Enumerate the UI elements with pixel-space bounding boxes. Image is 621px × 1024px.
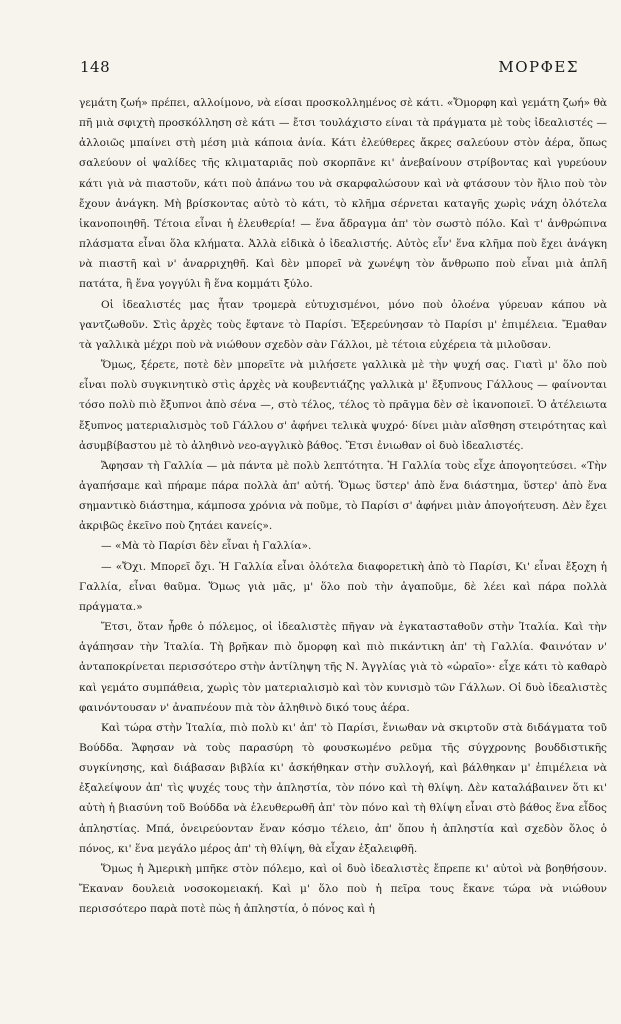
paragraph: γεμάτη ζωή» πρέπει, αλλοίμονο, νὰ είσαι προσκολλημένος σὲ κάτι. «Ὄμορφη καὶ γεμάτη ζωή» θὰ πῆ μιὰ σφιχτὴ προσκόλληση σὲ κάτι — ἔτσι τουλάχιστο είναι τὰ πράγματα μὲ τοὺς ἰδεαλιστές — ἀλλοιῶς μπαίνει στὴ μέση μιὰ κάποια ἀνία. Κάτι ἐλεύθερες ἄκρες σαλεύουν στὸν ἀέρα, ὅπως σαλεύουν οἱ ψαλίδες τῆς κλιματαριᾶς ποὺ σκορπᾶνε κι' ἀνεβαίνουν στρίβοντας καὶ γυρεύουν κάτι γιὰ νὰ πιαστοῦν, κάτι ποὺ ἀπάνω του νὰ σκαρφαλώσουν καὶ νὰ φτάσουν τὸν ἥλιο ποὺ τὸν ἔχουν ἀνάγκη. Μὴ βρίσκοντας αὐτὸ τὸ κάτι, τὸ κλῆμα σέρνεται καταγῆς χωρὶς νάχη ὁλότελα ἱκανοποιηθῆ. Τέτοια εἶναι ἡ ἐλευθερία! — ἕνα ἄδραγμα ἀπ' τὸν σωστὸ πόλο. Καὶ τ' ἀνθρώπινα πλάσματα εἶναι ὅλα κλήματα. Ἀλλὰ εἰδικὰ ὁ ἰδεαλιστής. Αὐτὸς εἶν' ἕνα κλῆμα ποὺ ἔχει ἀνάγκη νὰ πιαστῆ καὶ ν' ἀναρριχηθῆ. Καὶ δὲν μπορεῖ νὰ χωνέψη τὸν ἄνθρωπο ποὺ εἶναι μιὰ ἁπλῆ πατάτα, ἢ ἕνα γογγύλι ἢ ἕνα κομμάτι ξύλο.	[79, 97, 607, 291]
paragraph: Καὶ τώρα στὴν Ἰταλία, πιὸ πολὺ κι' ἀπ' τὸ Παρίσι, ἔνιωθαν νὰ σκιρτοῦν στὰ διδάγματα τοῦ Βούδδα. Ἄφησαν νὰ τοὺς παρασύρη τὸ φουσκωμένο ρεῦμα τῆς σύγχρονης βουδδιστικῆς συγκίνησης, καὶ διάβασαν βιβλία κι' ἀσκήθηκαν στὴν συλλογή, καὶ βάλθηκαν μ' ἐπιμέλεια νὰ ἐξαλείψουν ἀπ' τὶς ψυχές τους τὴν ἀπληστία, τὸν πόνο καὶ τὴ θλίψη. Δὲν καταλάβαινεν ὅτι κι' αὐτὴ ἡ βιασύνη τοῦ Βούδδα νὰ ἐλευθερωθῆ ἀπ' τὸν πόνο καὶ τὴ θλίψη εἶναι στὸ βάθος ἕνα εἶδος ἀπληστίας. Μπά, ὀνειρεύονταν ἕναν κόσμο τέλειο, ἀπ' ὅπου ἡ ἀπληστία καὶ σχεδὸν ὅλος ὁ πόνος, κι' ἕνα μεγάλο μέρος ἀπ' τὴ θλίψη, θὰ εἶχαν ἐξαλειφθῆ.	[79, 721, 607, 855]
paragraph: Ὅμως, ξέρετε, ποτὲ δὲν μπορεῖτε νὰ μιλήσετε γαλλικὰ μὲ τὴν ψυχή σας. Γιατὶ μ' ὅλο ποὺ εἶναι πολὺ συγκινητικὸ στὶς ἀρχὲς νὰ κουβεντιάζης γαλλικὰ μ' ἔξυπνους Γάλλους — φαίνονται τόσο πολὺ πιὸ ἔξυπνοι ἀπὸ σένα —, στὸ τέλος, τέλος τὸ πρᾶγμα δὲν σὲ ἱκανοποιεῖ. Ὁ ἀτέλειωτα ἔξυπνος ματεριαλισμὸς τοῦ Γάλλου σ' ἀφήνει τελικὰ ψυχρό· δίνει μιὰν αἴσθηση στειρότητας καὶ ἀσυμβίβαστου μὲ τὸ ἀληθινὸ νεο-αγγλικὸ βάθος. Ἔτσι ἐνιωθαν οἱ δυὸ ἰδεαλιστές.	[79, 359, 607, 452]
page-header	[80, 58, 579, 78]
paragraph: Οἱ ἰδεαλιστές μας ἦταν τρομερὰ εὐτυχισμένοι, μόνο ποὺ ὁλοένα γύρευαν κάπου νὰ γαντζωθοῦν. Στὶς ἀρχὲς τοὺς ἔφτανε τὸ Παρίσι. Ἐξερεύνησαν τὸ Παρίσι μ' ἐπιμέλεια. Ἔμαθαν τὰ γαλλικὰ μέχρι ποὺ νὰ νιώθουν σχεδὸν σὰν Γάλλοι, μὲ τέτοια εὐχέρεια τὰ μιλοῦσαν.	[79, 298, 607, 351]
body-text	[79, 93, 607, 919]
running-title: ΜΟΡΦΕΣ	[498, 58, 579, 76]
paragraph: Ὅμως ἡ Ἀμερικὴ μπῆκε στὸν πόλεμο, καὶ οἱ δυὸ ἰδεαλιστὲς ἔπρεπε κι' αὐτοὶ νὰ βοηθήσουν. Ἔκαναν δουλειὰ νοσοκομειακή. Καὶ μ' ὅλο ποὺ ἡ πεῖρα τους ἔκανε τώρα νὰ νιώθουν περισσότερο παρὰ ποτὲ πὼς ἡ ἀπληστία, ὁ πόνος καὶ ἡ	[79, 862, 607, 916]
paragraph: Ἄφησαν τὴ Γαλλία — μὰ πάντα μὲ πολὺ λεπτότητα. Ἡ Γαλλία τοὺς εἶχε ἀπογοητεύσει. «Τὴν ἀγαπήσαμε καὶ πήραμε πάρα πολλὰ ἀπ' αὐτή. Ὅμως ὕστερ' ἀπὸ ἕνα διάστημα, ὕστερ' ἀπὸ ἕνα σημαντικὸ διάστημα, κάμποσα χρόνια νὰ ποῦμε, τὸ Παρίσι σ' ἀφήνει μιὰν ἀπογοήτευση. Δὲν ἔχει ἀκριβῶς ἐκεῖνο ποὺ ζητάει κανείς».	[79, 459, 607, 533]
dialogue-line: — «Μὰ τὸ Παρίσι δὲν εἶναι ἡ Γαλλία».	[101, 540, 312, 553]
dialogue-line: — «Ὄχι. Μπορεῖ ὄχι. Ἡ Γαλλία εἶναι ὁλότελα διαφορετικὴ ἀπὸ τὸ Παρίσι, Κι' εἶναι ἔξοχη ἡ Γαλλία, εἶναι θαῦμα. Ὅμως γιὰ μᾶς, μ' ὅλο ποὺ τὴν ἀγαποῦμε, δὲ λέει καὶ πάρα πολλὰ πράγματα.»	[79, 560, 607, 613]
paragraph: Ἔτσι, ὅταν ἦρθε ὁ πόλεμος, οἱ ἰδεαλιστὲς πῆγαν νὰ ἐγκατασταθοῦν στὴν Ἰταλία. Καὶ τὴν ἀγάπησαν τὴν Ἰταλία. Τὴ βρῆκαν πιὸ ὄμορφη καὶ πιὸ πικάντικη ἀπ' τὴ Γαλλία. Φαινόταν ν' ἀνταποκρίνεται περισσότερο στὴν ἀντίληψη τῆς Ν. Ἀγγλίας γιὰ τὸ «ὡραῖο»· εἶχε κάτι τὸ καθαρὸ καὶ γεμάτο συμπάθεια, χωρὶς τὸν ματεριαλισμὸ καὶ τὸν κυνισμὸ τῶν Γάλλων. Οἱ δυὸ ἰδεαλιστὲς φαινόντουσαν ν' ἀναπνέουν πιὰ τὸν ἀληθινὸ δικό τους ἀέρα.	[79, 621, 607, 714]
page-number: 148	[80, 58, 111, 76]
